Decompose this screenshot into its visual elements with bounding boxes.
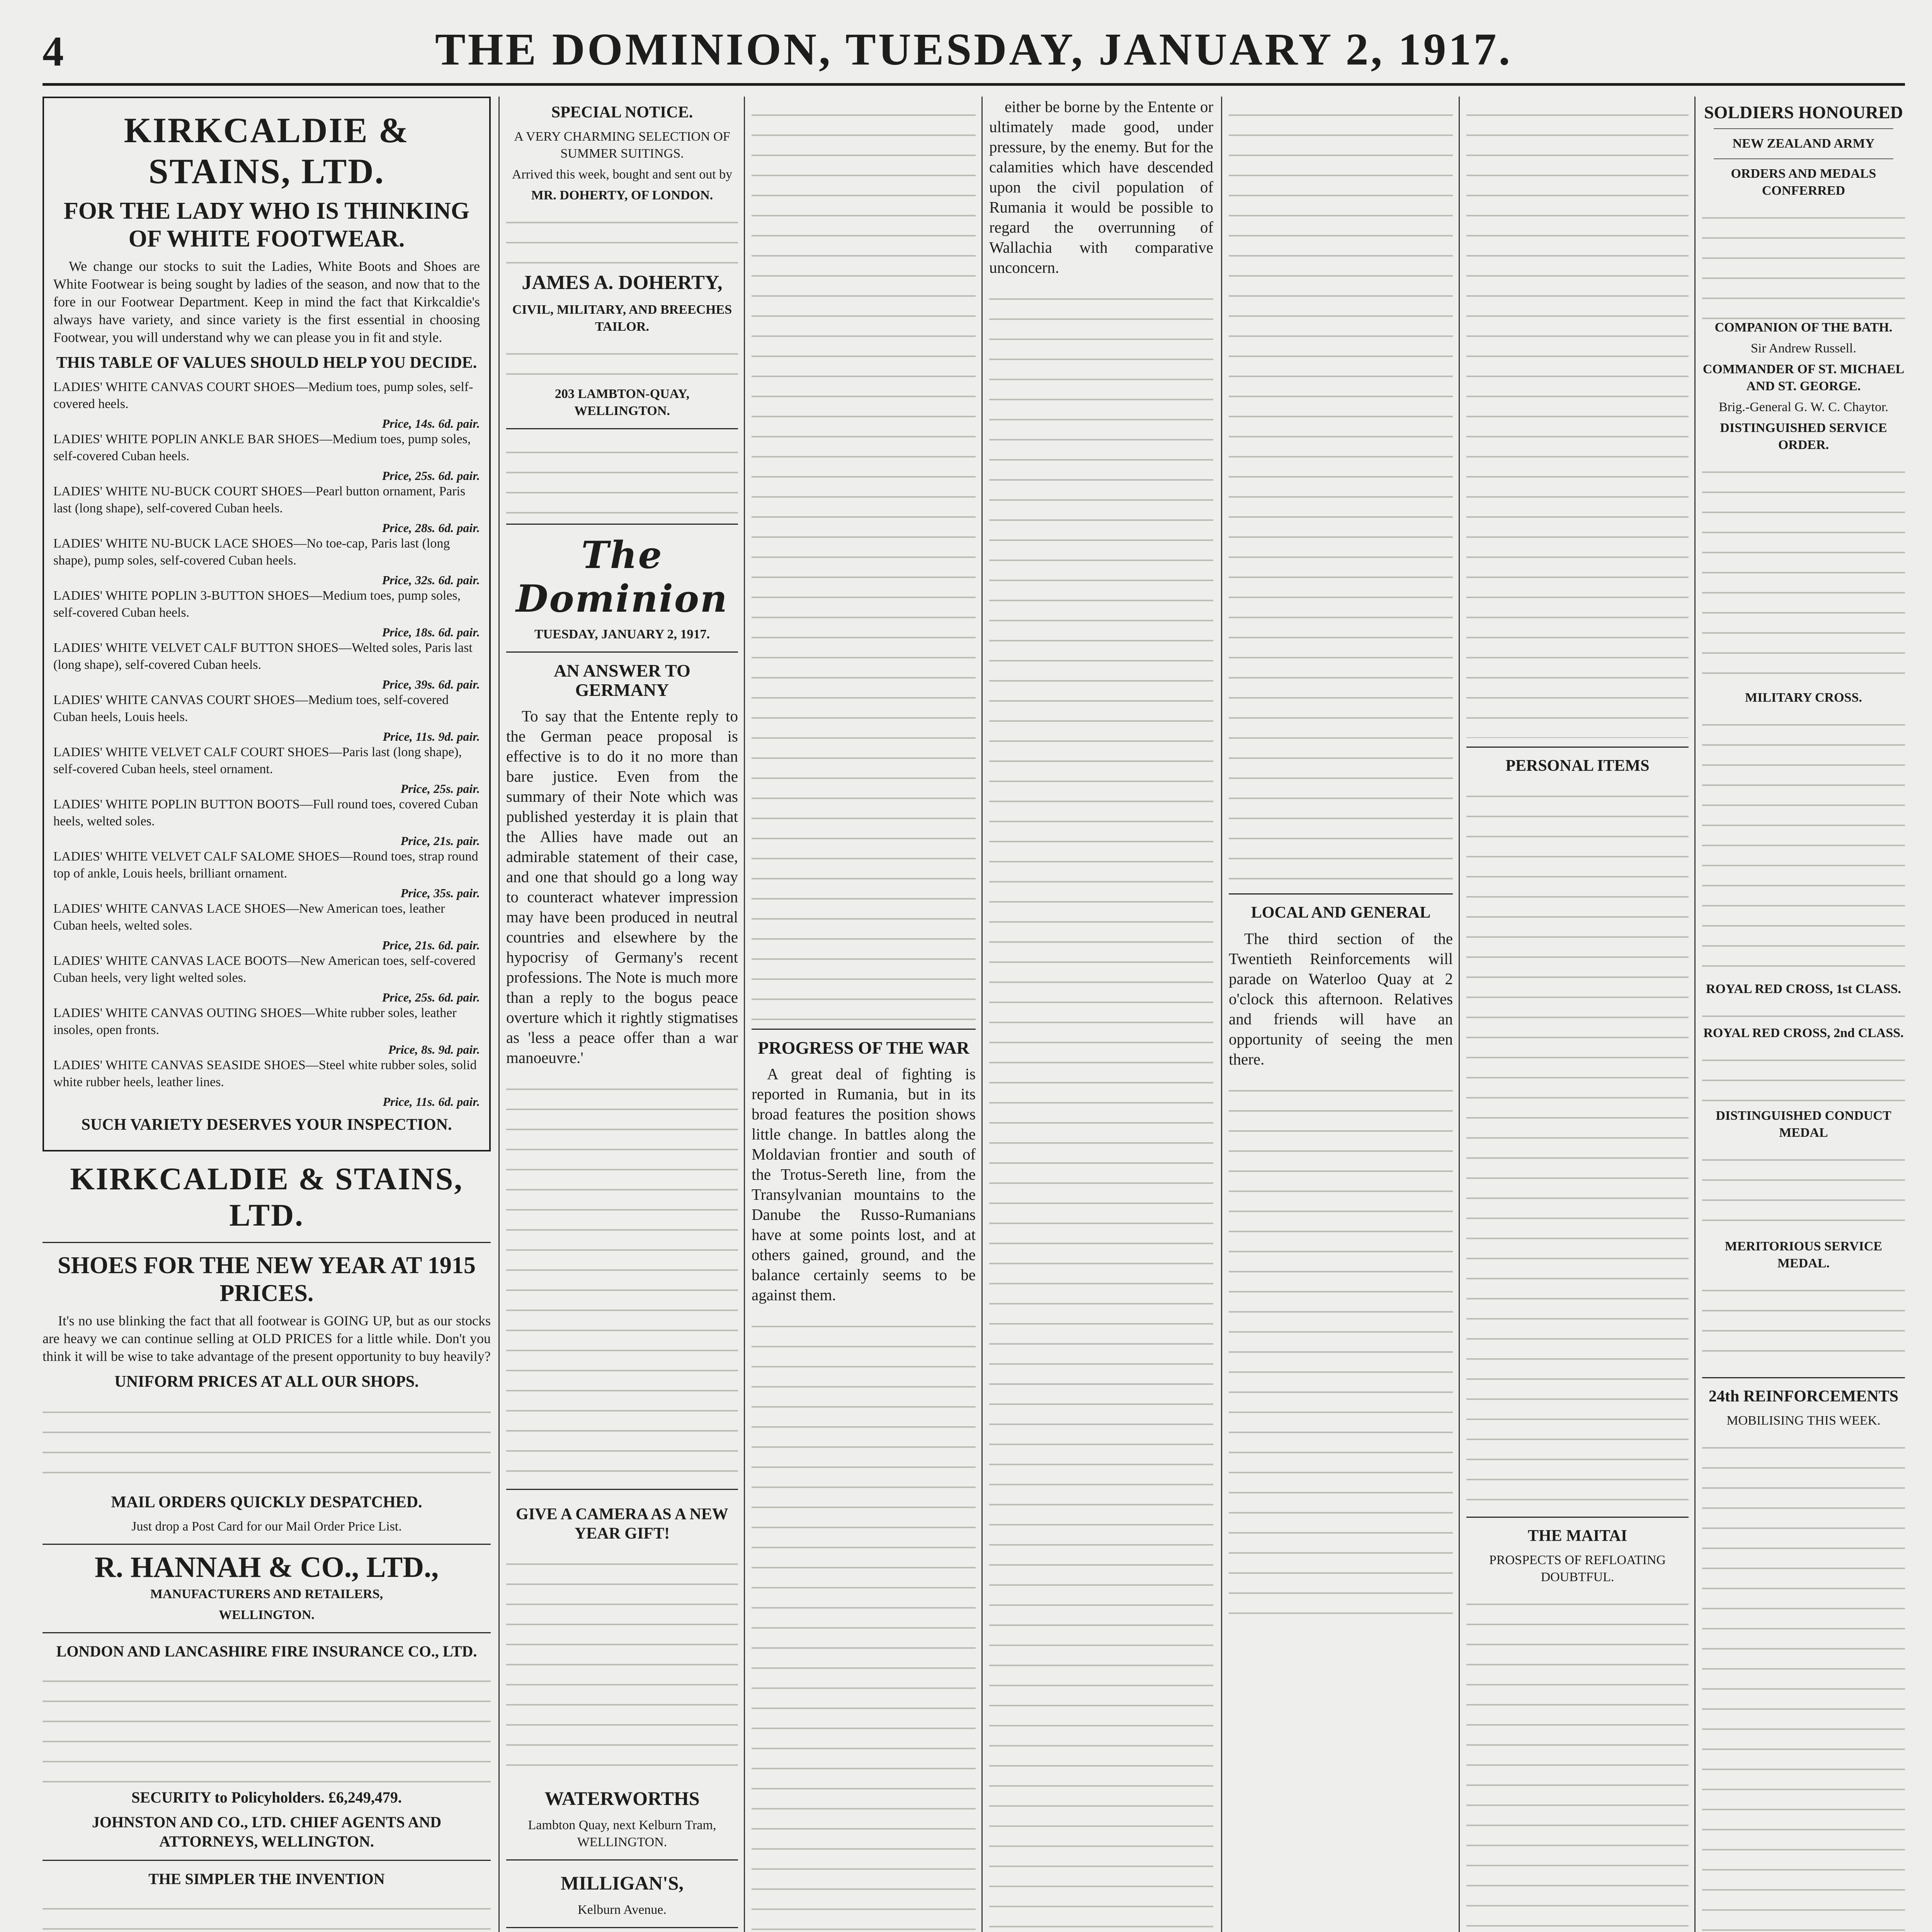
mail-orders-sub: Just drop a Post Card for our Mail Order Price List. <box>131 1519 402 1534</box>
footwear-item-price: Price, 28s. 6d. pair. <box>382 521 480 535</box>
new-year-shoes-intro: It's no use blinking the fact that all footwear is GOING UP, but as our stocks are heavy we can continue selling at OLD PRICES for a little while. Don't you think it will be wise to take advantage of the present opportunity to buy heavily? <box>43 1313 491 1364</box>
reinforcements-heading: 24th REINFORCEMENTS <box>1708 1388 1899 1405</box>
footwear-item-price: Price, 11s. 6d. pair. <box>383 1095 480 1109</box>
footwear-item-price: Price, 8s. 9d. pair. <box>388 1043 480 1056</box>
separator <box>506 1859 738 1861</box>
local-general-text <box>1229 1076 1453 1617</box>
separator <box>506 651 738 653</box>
doherty-address: 203 LAMBTON-QUAY, WELLINGTON. <box>554 387 690 418</box>
war-text-continued <box>1229 100 1453 885</box>
footwear-item-price: Price, 25s. 6d. pair. <box>382 469 480 483</box>
column-divider <box>981 97 983 1932</box>
doherty-promo <box>506 438 738 515</box>
personal-items-text <box>1466 782 1689 1508</box>
doherty-sub: CIVIL, MILITARY, AND BREECHES TAILOR. <box>512 303 732 334</box>
column-divider <box>1459 97 1460 1932</box>
st-michael-heading: COMMANDER OF ST. MICHAEL AND ST. GEORGE. <box>1702 362 1905 393</box>
separator <box>1229 893 1453 895</box>
dso-heading: DISTINGUISHED SERVICE ORDER. <box>1720 421 1887 452</box>
footwear-item-price: Price, 25s. 6d. pair. <box>382 990 480 1004</box>
footwear-item: LADIES' WHITE CANVAS LACE SHOES—New American toes, leather Cuban heels, welted soles. <box>53 901 445 933</box>
column-honours <box>1702 97 1905 1932</box>
conduct-medal-heading: DISTINGUISHED CONDUCT MEDAL <box>1716 1109 1891 1140</box>
column-advertising <box>43 97 491 1932</box>
nz-army-heading: NEW ZEALAND ARMY <box>1732 136 1875 151</box>
footwear-item: LADIES' WHITE CANVAS COURT SHOES—Medium toes, self-covered Cuban heels, Louis heels. <box>53 693 449 724</box>
editorial-continued <box>506 1075 738 1480</box>
uniform-prices: UNIFORM PRICES AT ALL OUR SHOPS. <box>114 1373 419 1391</box>
dso-list <box>1702 457 1905 689</box>
separator <box>1702 1377 1905 1378</box>
maitai-heading: THE MAITAI <box>1527 1527 1628 1545</box>
footwear-item-price: Price, 21s. pair. <box>400 834 480 848</box>
footwear-headline: FOR THE LADY WHO IS THINKING OF WHITE FOOTWEAR. <box>63 198 470 252</box>
military-cross-list <box>1702 710 1905 981</box>
simpler-invention: THE SIMPLER THE INVENTION <box>148 1870 385 1888</box>
newspaper-title: THE DOMINION, TUESDAY, JANUARY 2, 1917. <box>435 24 1512 75</box>
st-michael-recipient: Brig.-General G. W. C. Chaytor. <box>1718 400 1889 414</box>
footwear-item: LADIES' WHITE POPLIN 3-BUTTON SHOES—Medium toes, pump soles, self-covered Cuban heels. <box>53 588 461 620</box>
separator <box>506 428 738 429</box>
footwear-item-price: Price, 21s. 6d. pair. <box>382 938 480 952</box>
footwear-item-price: Price, 25s. pair. <box>400 782 480 796</box>
waterworths-brand: WATERWORTHS <box>544 1787 700 1809</box>
insurance-ad: LONDON AND LANCASHIRE FIRE INSURANCE CO., LTD. <box>56 1643 477 1660</box>
issue-date: TUESDAY, JANUARY 2, 1917. <box>534 627 710 641</box>
local-text-continued <box>1466 100 1689 738</box>
reinforcements-text <box>1702 1433 1905 1932</box>
bath-recipient: Sir Andrew Russell. <box>1751 341 1856 355</box>
masthead <box>43 23 1905 81</box>
notice-line-2: Arrived this week, bought and sent out by <box>512 167 733 182</box>
separator <box>1466 1517 1689 1518</box>
war-text: either be borne by the Entente or ultimately made good, under pressure, by the enemy. But for the calamities which have descended upon the civil population of Rumania it would be possible to regard the overrunning of Wallachia with comparative unconcern. <box>989 98 1213 276</box>
masthead-rule <box>43 83 1905 86</box>
separator <box>752 1029 976 1030</box>
separator <box>1714 128 1893 129</box>
column-local-news <box>1229 97 1453 1932</box>
column-text <box>752 1312 976 1932</box>
hannah-brand: R. HANNAH & CO., LTD., <box>94 1551 439 1583</box>
editorial-heading: AN ANSWER TO GERMANY <box>554 661 690 700</box>
separator <box>1466 747 1689 748</box>
kirkcaldie-brand: KIRKCALDIE & STAINS, LTD. <box>124 111 410 191</box>
column-divider <box>1694 97 1696 1932</box>
footwear-intro: We change our stocks to suit the Ladies, White Boots and Shoes are White Footwear is being sought by ladies of the season, and now that to the fore in our Footwear Department. Keep in mind the fact that Kirkcaldie's always have variety, and since variety is the first essential in choosing Footwear, you will understand why we can please you in fit and style. <box>53 259 480 345</box>
separator <box>506 1927 738 1928</box>
footwear-item: LADIES' WHITE CANVAS LACE BOOTS—New American toes, self-covered Cuban heels, very light welted soles. <box>53 954 476 985</box>
footwear-item-price: Price, 32s. 6d. pair. <box>382 573 480 587</box>
security-note: SECURITY to Policyholders. £6,249,479. <box>131 1789 402 1806</box>
new-year-shoes-title: SHOES FOR THE NEW YEAR AT 1915 PRICES. <box>58 1252 476 1306</box>
mobilising-heading: MOBILISING THIS WEEK. <box>1726 1413 1881 1428</box>
local-general-intro: The third section of the Twentieth Reinforcements will parade on Waterloo Quay at 2 o'clock this afternoon. Relatives and friends will have an opportunity of seeing the men there. <box>1229 930 1453 1068</box>
maitai-subheading: PROSPECTS OF REFLOATING DOUBTFUL. <box>1489 1553 1666 1584</box>
column-local-continued <box>1466 97 1689 1932</box>
notice-line-1: A VERY CHARMING SELECTION OF SUMMER SUITINGS. <box>514 129 730 161</box>
mail-orders: MAIL ORDERS QUICKLY DESPATCHED. <box>111 1493 422 1511</box>
hannah-sub: MANUFACTURERS AND RETAILERS, <box>150 1587 383 1601</box>
bath-heading: COMPANION OF THE BATH. <box>1714 320 1893 335</box>
military-cross-heading: MILITARY CROSS. <box>1745 690 1862 705</box>
footwear-item: LADIES' WHITE VELVET CALF SALOME SHOES—Round toes, strap round top of ankle, Louis heels, brilliant ornament. <box>53 849 478 881</box>
merit-medal-list <box>1702 1276 1905 1369</box>
column-war-news-continued <box>989 97 1213 1932</box>
merit-medal-heading: MERITORIOUS SERVICE MEDAL. <box>1725 1239 1883 1270</box>
column-war-news <box>752 97 976 1932</box>
doherty-brand: JAMES A. DOHERTY, <box>522 272 723 294</box>
separator <box>43 1860 491 1861</box>
footwear-item: LADIES' WHITE CANVAS OUTING SHOES—White rubber soles, leather insoles, open fronts. <box>53 1006 457 1037</box>
page-number: 4 <box>43 28 64 75</box>
footwear-item-list <box>53 379 480 1109</box>
personal-items-heading: PERSONAL ITEMS <box>1505 757 1650 775</box>
column-divider <box>1221 97 1222 1932</box>
separator <box>43 1544 491 1545</box>
hannah-city: WELLINGTON. <box>219 1608 315 1622</box>
honours-intro <box>1702 203 1905 319</box>
column-divider <box>498 97 500 1932</box>
footwear-item: LADIES' WHITE NU-BUCK COURT SHOES—Pearl button ornament, Paris last (long shape), self-covered Cuban heels. <box>53 484 466 515</box>
footwear-item-price: Price, 39s. 6d. pair. <box>382 677 480 691</box>
kirkcaldie-footwear-ad <box>43 97 491 1151</box>
footwear-item: LADIES' WHITE POPLIN ANKLE BAR SHOES—Medium toes, pump soles, self-covered Cuban heels. <box>53 432 471 463</box>
insurance-text <box>43 1667 491 1782</box>
milligans-brand: MILLIGAN'S, <box>560 1872 684 1894</box>
footwear-item-price: Price, 14s. 6d. pair. <box>382 417 480 430</box>
red-cross-1-heading: ROYAL RED CROSS, 1st CLASS. <box>1706 982 1901 996</box>
doherty-text <box>506 339 738 386</box>
footwear-item: LADIES' WHITE CANVAS COURT SHOES—Medium toes, pump soles, self-covered heels. <box>53 380 473 411</box>
orders-medals-heading: ORDERS AND MEDALS CONFERRED <box>1731 167 1876 198</box>
separator <box>43 1632 491 1633</box>
separator <box>1714 158 1893 159</box>
variety-tagline: SUCH VARIETY DESERVES YOUR INSPECTION. <box>81 1116 452 1134</box>
notice-line-3: MR. DOHERTY, OF LONDON. <box>531 188 713 202</box>
kirkcaldie-brand-2: KIRKCALDIE & STAINS, LTD. <box>70 1161 463 1233</box>
red-cross-2-heading: ROYAL RED CROSS, 2nd CLASS. <box>1703 1026 1904 1040</box>
footwear-item: LADIES' WHITE VELVET CALF COURT SHOES—Paris last (long shape), self-covered Cuban heels, steel ornament. <box>53 745 462 776</box>
war-progress-intro: A great deal of fighting is reported in Rumania, but in its broad features the position shows little change. In battles along the Moldavian frontier and south of the Trotus-Sereth line, from the Transylvanian mountains to the Danube the Russo-Rumanians have at some points lost, and at others gained, ground, and the balance certainly seems to be against them. <box>752 1065 976 1304</box>
red-cross-1-list <box>1702 1002 1905 1025</box>
column-ads-editorial <box>506 97 738 1932</box>
red-cross-2-list <box>1702 1046 1905 1107</box>
column-text <box>989 284 1213 1932</box>
footwear-item-price: Price, 18s. 6d. pair. <box>382 625 480 639</box>
war-progress-heading: PROGRESS OF THE WAR <box>758 1038 969 1058</box>
notice-text <box>506 208 738 266</box>
editorial-text: To say that the Entente reply to the German peace proposal is effective is to do it no more than bare justice. Even from the summary of their Note which was published yesterday it is plain that the Allies have made out an admirable statement of their case, and one that should go a long way to counteract whatever impression may have been produced in neutral countries and elsewhere by the hypocrisy of Germany's recent professions. The Note is much more than a reply to the bogus peace overture which it rightly stigmatises as 'less a peace offer than a war manoeuvre.' <box>506 707 738 1066</box>
separator <box>506 524 738 525</box>
camera-text <box>506 1549 738 1781</box>
footwear-item-price: Price, 11s. 9d. pair. <box>383 730 480 743</box>
conduct-medal-list <box>1702 1145 1905 1238</box>
footwear-item: LADIES' WHITE VELVET CALF BUTTON SHOES—Welted soles, Paris last (long shape), self-covered Cuban heels. <box>53 641 473 672</box>
dominion-nameplate: The Dominion <box>516 533 728 621</box>
column-divider <box>744 97 745 1932</box>
local-general-heading: LOCAL AND GENERAL <box>1251 904 1431 922</box>
milligans-address: Kelburn Avenue. <box>578 1903 667 1917</box>
soldiers-honoured-heading: SOLDIERS HONOURED <box>1704 102 1903 122</box>
camera-ad: GIVE A CAMERA AS A NEW YEAR GIFT! <box>516 1505 728 1543</box>
footwear-item: LADIES' WHITE CANVAS SEASIDE SHOES—Steel white rubber soles, solid white rubber heels, leather lines. <box>53 1058 477 1089</box>
values-heading: THIS TABLE OF VALUES SHOULD HELP YOU DECIDE. <box>56 354 477 372</box>
special-notice: SPECIAL NOTICE. <box>551 104 693 121</box>
simpler-text <box>43 1894 491 1932</box>
footwear-item: LADIES' WHITE POPLIN BUTTON BOOTS—Full round toes, covered Cuban heels, welted soles. <box>53 797 478 828</box>
waterworths-address: Lambton Quay, next Kelburn Tram, WELLINGTON. <box>528 1818 716 1849</box>
footwear-item: LADIES' WHITE NU-BUCK LACE SHOES—No toe-cap, Paris last (long shape), pump soles, self-covered Cuban heels. <box>53 536 450 568</box>
separator <box>506 1489 738 1490</box>
editorial-text-continued <box>752 100 976 1020</box>
maitai-text <box>1466 1590 1689 1932</box>
separator <box>43 1242 491 1243</box>
footwear-item-price: Price, 35s. pair. <box>400 886 480 900</box>
agents-note: JOHNSTON AND CO., LTD. CHIEF AGENTS AND ATTORNEYS, WELLINGTON. <box>92 1813 442 1850</box>
price-list-text <box>43 1398 491 1486</box>
